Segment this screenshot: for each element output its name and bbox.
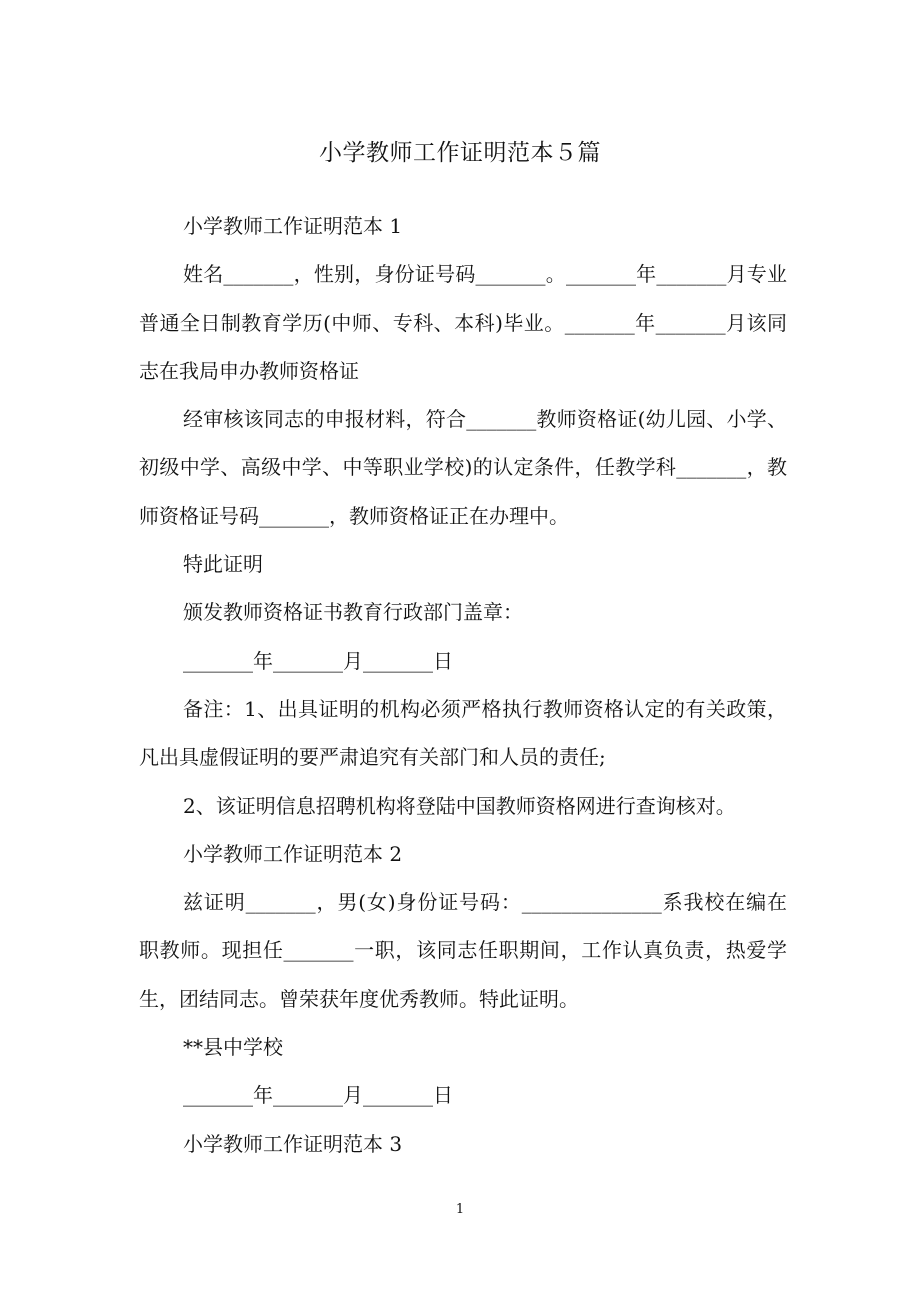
page-number: 1 bbox=[455, 1202, 465, 1217]
section-heading-2: 小学教师工作证明范本 2 bbox=[183, 841, 403, 866]
paragraph-date-line-2: _______年_______月_______日 bbox=[183, 1083, 453, 1108]
paragraph-school-name: **县中学校 bbox=[183, 1035, 283, 1060]
section-heading-3: 小学教师工作证明范本 3 bbox=[183, 1131, 403, 1156]
paragraph-certification-2: 兹证明_______，男(女)身份证号码：______________系我校在编在职教师。现担任_______一职，该同志任职期间，工作认真负责，热爱学生，团结同志。曾荣获年度优秀教师。特此证明。 bbox=[139, 890, 787, 1011]
paragraph-review: 经审核该同志的申报材料，符合_______教师资格证(幼儿园、小学、初级中学、高级中学、中等职业学校)的认定条件，任教学科_______，教师资格证号码_______，教师资格证正在办理中。 bbox=[139, 407, 787, 528]
section-heading-1: 小学教师工作证明范本 1 bbox=[183, 214, 403, 238]
paragraph-remark-2: 2、该证明信息招聘机构将登陆中国教师资格网进行查询核对。 bbox=[183, 793, 736, 818]
paragraph-remark-1: 备注：1、出具证明的机构必须严格执行教师资格认定的有关政策，凡出具虚假证明的要严肃追究有关部门和人员的责任; bbox=[139, 696, 787, 770]
paragraph-stamp-line: 颁发教师资格证书教育行政部门盖章： bbox=[183, 600, 523, 625]
paragraph-certify: 特此证明 bbox=[183, 552, 263, 577]
paragraph-date-line: _______年_______月_______日 bbox=[183, 648, 453, 673]
document-title: 小学教师工作证明范本５篇 bbox=[319, 140, 601, 166]
document-body bbox=[139, 202, 787, 1168]
paragraph-personal-info: 姓名_______，性别，身份证号码_______。_______年_______月专业普通全日制教育学历(中师、专科、本科)毕业。_______年_______月该同志在我局申办教师资格证 bbox=[139, 262, 787, 383]
